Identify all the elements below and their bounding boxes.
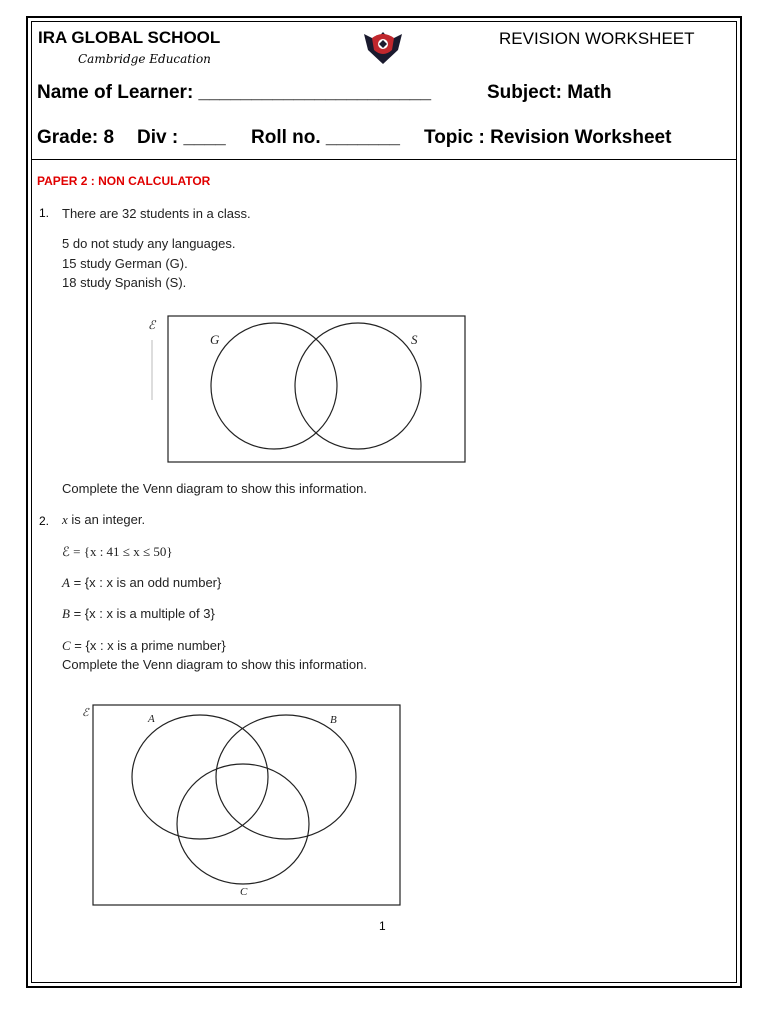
set-b-definition (62, 606, 215, 622)
question-1-instruction: Complete the Venn diagram to show this information. (62, 481, 367, 496)
variable-x: x (62, 512, 68, 527)
universal-symbol: ℰ (82, 707, 89, 719)
set-b-name: B (62, 606, 70, 621)
set-c-label: C (240, 886, 248, 898)
set-c-definition (62, 638, 226, 654)
school-subtitle: Cambridge Education (78, 52, 211, 66)
set-s-circle (295, 323, 421, 449)
paper-label: PAPER 2 : NON CALCULATOR (37, 174, 211, 188)
universal-set-definition: ℰ = {x : 41 ≤ x ≤ 50} (62, 544, 173, 559)
school-name: IRA GLOBAL SCHOOL (38, 28, 221, 47)
set-g-label: G (210, 332, 220, 347)
topic-label: Topic : Revision Worksheet (424, 127, 672, 148)
set-b-text: = {x : x is a multiple of 3} (69, 606, 215, 621)
question-2-number: 2. (39, 514, 50, 528)
grade-label: Grade: 8 (37, 127, 115, 148)
set-b-circle (216, 715, 356, 839)
div-field: Div : ____ (137, 127, 226, 148)
set-a-label: A (148, 713, 155, 725)
set-c-text: = {x : x is a prime number} (70, 638, 226, 653)
set-c-circle (177, 764, 309, 884)
question-1-line-4: 18 study Spanish (S). (62, 275, 187, 290)
header-divider (31, 159, 737, 160)
venn-diagram-two-sets (148, 312, 468, 464)
question-2-instruction: Complete the Venn diagram to show this information. (62, 657, 367, 672)
universal-symbol: ℰ (148, 318, 156, 332)
question-1-number: 1. (39, 206, 50, 220)
set-b-label: B (330, 714, 337, 726)
subject-label: Subject: Math (487, 82, 612, 103)
question-1-line-3: 15 study German (G). (62, 256, 188, 271)
set-a-text: = {x : x is an odd number} (69, 575, 222, 590)
roll-number-field: Roll no. _______ (251, 127, 400, 148)
worksheet-title: REVISION WORKSHEET (499, 29, 695, 48)
set-c-name: C (62, 638, 71, 653)
school-crest-icon (362, 28, 404, 66)
set-a-circle (132, 715, 268, 839)
question-1-line-2: 5 do not study any languages. (62, 236, 236, 251)
page-number: 1 (379, 919, 386, 933)
name-of-learner-field: Name of Learner: ______________________ (37, 82, 432, 103)
set-a-name: A (62, 575, 70, 590)
set-s-label: S (411, 332, 418, 347)
set-g-circle (211, 323, 337, 449)
question-2-line-1 (62, 512, 145, 528)
venn-diagram-three-sets (82, 702, 402, 907)
set-a-definition (62, 575, 221, 591)
question-2-line-1-text: is an integer. (67, 512, 146, 527)
question-1-line-1: There are 32 students in a class. (62, 206, 251, 221)
